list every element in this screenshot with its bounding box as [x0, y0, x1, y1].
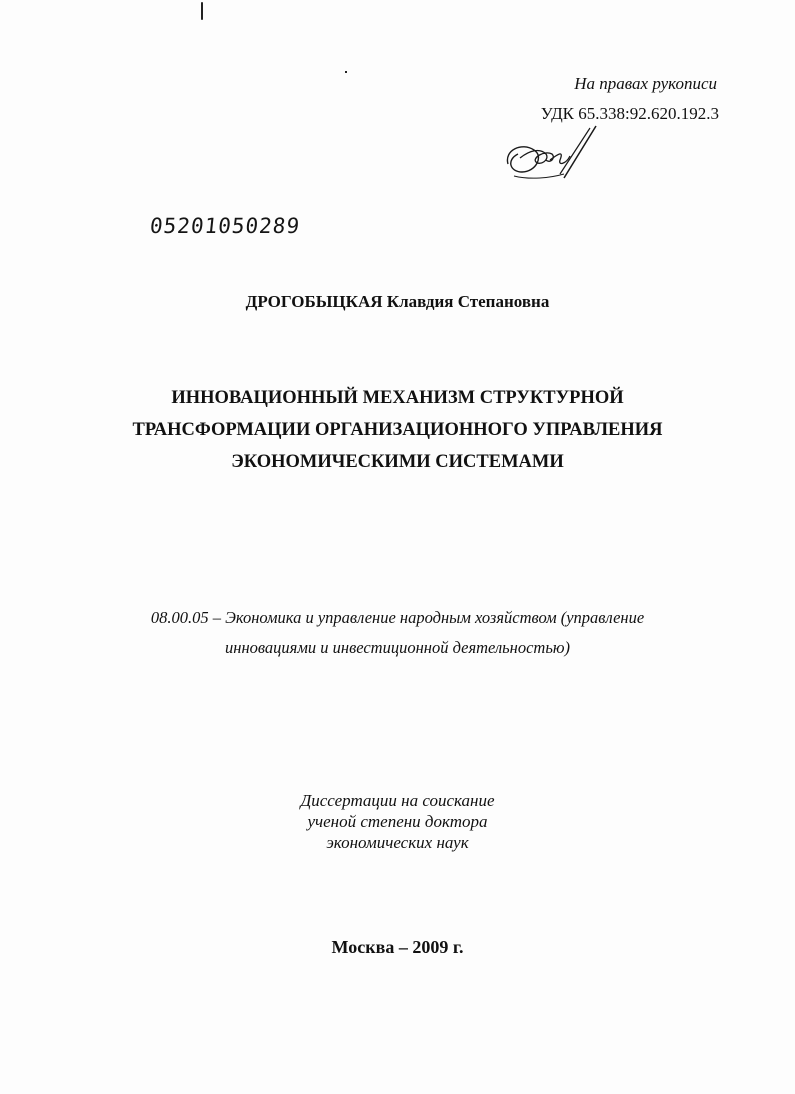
scan-mark	[201, 2, 203, 20]
degree-statement	[0, 790, 795, 853]
scan-dot	[345, 71, 347, 73]
handwritten-signature	[500, 120, 610, 190]
title-line: ТРАНСФОРМАЦИИ ОРГАНИЗАЦИОННОГО УПРАВЛЕНИЯ	[132, 420, 663, 440]
title-line: ИННОВАЦИОННЫЙ МЕХАНИЗМ СТРУКТУРНОЙ	[171, 388, 624, 408]
degree-line: экономических наук	[326, 833, 469, 852]
specialty-line: 08.00.05 – Экономика и управление народным хозяйством (управление	[150, 608, 645, 627]
degree-line: Диссертации на соискание	[300, 791, 495, 810]
city-year: Москва – 2009 г.	[331, 937, 464, 957]
title-line: ЭКОНОМИЧЕСКИМИ СИСТЕМАМИ	[231, 452, 564, 472]
specialty-line: инновациями и инвестиционной деятельностью)	[225, 638, 570, 657]
manuscript-rights-note: На правах рукописи	[574, 74, 717, 93]
author-name: ДРОГОБЫЦКАЯ Клавдия Степановна	[245, 292, 550, 311]
udk-code: УДК 65.338:92.620.192.3	[540, 104, 719, 123]
archive-stamp-number: 05201050289	[148, 214, 302, 238]
degree-line: ученой степени доктора	[307, 812, 488, 831]
dissertation-title	[60, 382, 735, 478]
specialty-code	[60, 603, 735, 663]
